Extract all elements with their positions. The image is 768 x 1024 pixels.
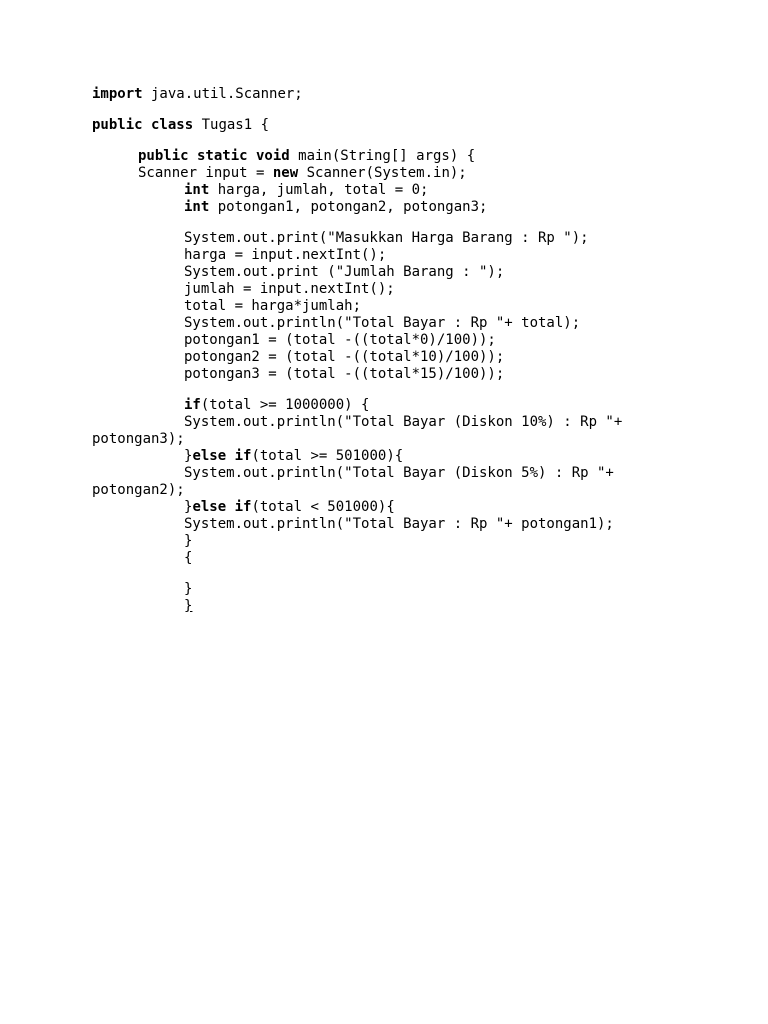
keyword: public static void (138, 148, 290, 164)
code-text: (total >= 501000){ (251, 448, 404, 464)
code-line: potongan2 = (total -((total*10)/100)); (184, 349, 505, 365)
code-line (92, 448, 732, 465)
keyword: import (92, 86, 143, 102)
code-line: potongan2); (92, 482, 185, 498)
code-line (92, 182, 732, 199)
code-line: { (184, 550, 193, 566)
code-text: (total < 501000){ (251, 499, 395, 515)
code-line: System.out.print ("Jumlah Barang : "); (184, 264, 505, 280)
code-text: Tugas1 { (193, 117, 270, 133)
code-text: potongan1, potongan2, potongan3; (209, 199, 488, 215)
code-text: Scanner input = (138, 165, 273, 181)
keyword: else if (192, 448, 252, 464)
code-line (92, 148, 732, 165)
code-text: Scanner(System.in); (298, 165, 467, 181)
code-line: total = harga*jumlah; (184, 298, 362, 314)
keyword: int (184, 199, 210, 215)
code-listing (92, 86, 732, 615)
code-text: main(String[] args) { (289, 148, 476, 164)
code-line: System.out.println("Total Bayar : Rp "+ total); (184, 315, 581, 331)
code-line: potongan1 = (total -((total*0)/100)); (184, 332, 496, 348)
code-text: } (184, 499, 193, 515)
code-line: potongan3); (92, 431, 185, 447)
code-line: System.out.println("Total Bayar : Rp "+ potongan1); (184, 516, 614, 532)
code-line: System.out.println("Total Bayar (Diskon 5%) : Rp "+ (184, 465, 614, 481)
code-line: System.out.print("Masukkan Harga Barang : Rp "); (184, 230, 589, 246)
code-line (92, 117, 732, 134)
code-line (92, 165, 732, 182)
keyword: int (184, 182, 210, 198)
code-line: potongan3 = (total -((total*15)/100)); (184, 366, 505, 382)
code-text: java.util.Scanner; (142, 86, 303, 102)
keyword: if (184, 397, 201, 413)
code-line: } (184, 533, 193, 549)
code-line (92, 499, 732, 516)
code-line (92, 397, 732, 414)
code-line: jumlah = input.nextInt(); (184, 281, 395, 297)
code-line: harga = input.nextInt(); (184, 247, 387, 263)
code-line: } (184, 581, 193, 597)
code-text: (total >= 1000000) { (200, 397, 370, 413)
code-line (92, 86, 732, 103)
keyword: new (272, 165, 299, 181)
keyword: else if (192, 499, 252, 515)
code-line: } (184, 598, 193, 614)
code-line: System.out.println("Total Bayar (Diskon 10%) : Rp "+ (184, 414, 623, 430)
code-text: } (184, 448, 193, 464)
keyword: public class (92, 117, 194, 133)
code-line (92, 199, 732, 216)
code-text: harga, jumlah, total = 0; (209, 182, 429, 198)
